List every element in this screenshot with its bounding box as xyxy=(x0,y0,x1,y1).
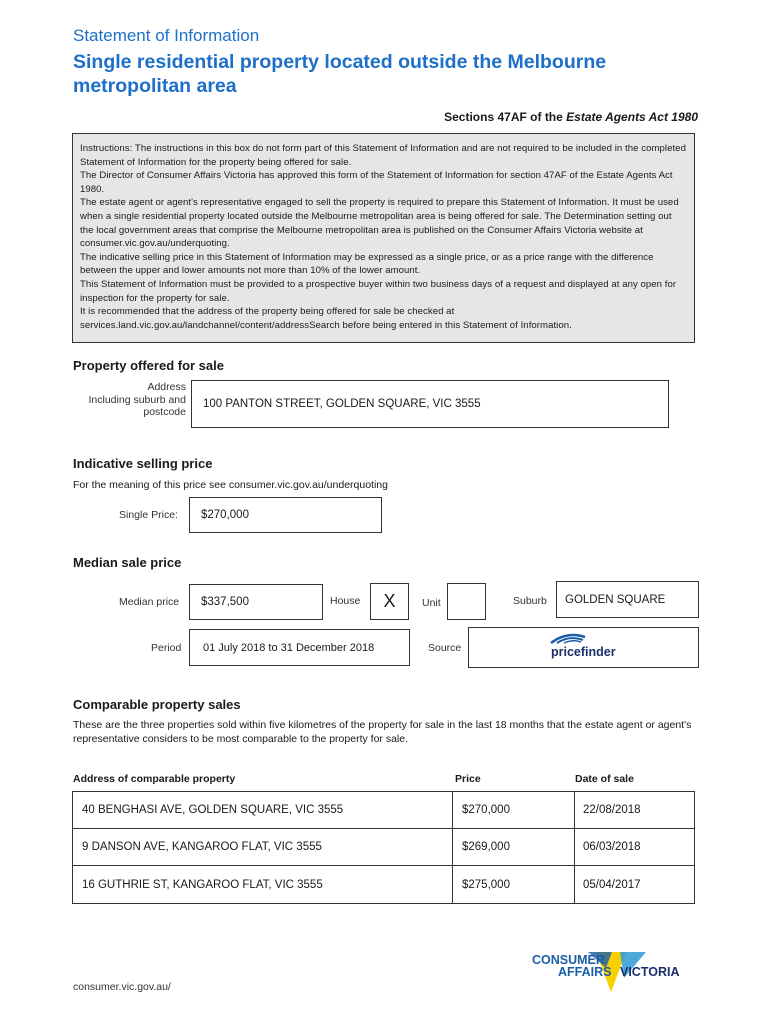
legislation-reference xyxy=(444,110,698,124)
address-field[interactable]: 100 PANTON STREET, GOLDEN SQUARE, VIC 3555 xyxy=(191,380,669,428)
instructions-box xyxy=(72,133,695,343)
comparable-date[interactable]: 22/08/2018 xyxy=(583,804,641,816)
instructions-line: The estate agent or agent's representative engaged to sell the property is required to prepare this Statement of Information. It must be used when a single residential property located outside the Melbourne metropolitan area is being offered for sale. The Determination setting out the local government areas that comprise the Melbourne metropolitan area is published on the Consumer Affairs Victoria website at consumer.vic.gov.au/underquoting. xyxy=(80,197,679,250)
comparable-date[interactable]: 06/03/2018 xyxy=(583,841,641,853)
instructions-line: Instructions: The instructions in this box do not form part of this Statement of Information and are not required to be included in the completed Statement of Information for the property being offered for sale. xyxy=(80,143,686,168)
period-label: Period xyxy=(151,642,182,654)
comparable-table xyxy=(72,791,695,904)
comparable-price[interactable]: $270,000 xyxy=(453,792,575,828)
median-price-label: Median price xyxy=(119,596,180,608)
single-price-field[interactable]: $270,000 xyxy=(189,497,382,533)
address-label-line3: postcode xyxy=(143,406,186,418)
pricefinder-logo-text: pricefinder xyxy=(551,645,616,659)
comparable-date[interactable]: 05/04/2017 xyxy=(583,878,641,891)
comparable-address[interactable]: 16 GUTHRIE ST, KANGAROO FLAT, VIC 3555 xyxy=(73,866,453,903)
suburb-label: Suburb xyxy=(513,595,547,607)
instructions-line: The Director of Consumer Affairs Victoria has approved this form of the Statement of Information for section 47AF of the Estate Agents Act 1980. xyxy=(80,170,673,195)
table-row xyxy=(73,792,694,829)
comparable-address[interactable]: 9 DANSON AVE, KANGAROO FLAT, VIC 3555 xyxy=(73,829,453,865)
address-label-line1: Address xyxy=(147,381,186,393)
median-price-heading: Median sale price xyxy=(73,555,182,570)
address-label-line2: Including suburb and xyxy=(88,393,186,406)
consumer-affairs-victoria-logo xyxy=(528,948,698,1000)
comparable-price[interactable]: $275,000 xyxy=(453,866,575,903)
house-label: House xyxy=(330,595,361,607)
median-price-field[interactable]: $337,500 xyxy=(189,584,323,620)
instructions-line: It is recommended that the address of the property being offered for sale be checked at services.land.vic.gov.au/landchannel/content/addressSearch before being entered in this Statement of Information. xyxy=(80,306,572,331)
legislation-prefix: Sections 47AF of the xyxy=(444,110,567,124)
logo-line-consumer: CONSUMER xyxy=(532,953,605,967)
house-checkbox[interactable]: X xyxy=(370,583,409,620)
comparable-price[interactable]: $269,000 xyxy=(453,829,575,865)
col-header-address: Address of comparable property xyxy=(73,773,236,785)
source-label: Source xyxy=(428,642,462,654)
pricefinder-logo-icon xyxy=(469,628,698,667)
instructions-line: The indicative selling price in this Statement of Information may be expressed as a single price, or as a price range with the difference between the upper and lower amounts not more than 10% of the lower amount. xyxy=(80,251,654,277)
suburb-field[interactable]: GOLDEN SQUARE xyxy=(556,581,699,618)
indicative-price-heading: Indicative selling price xyxy=(73,456,213,471)
consumer-affairs-logo-icon xyxy=(528,948,698,1000)
logo-line-affairs: AFFAIRS xyxy=(558,965,612,979)
source-field[interactable] xyxy=(468,627,699,668)
table-row xyxy=(73,829,694,866)
comparable-address[interactable]: 40 BENGHASI AVE, GOLDEN SQUARE, VIC 3555 xyxy=(73,792,453,828)
indicative-price-note: For the meaning of this price see consumer.vic.gov.au/underquoting xyxy=(73,479,388,491)
unit-label: Unit xyxy=(422,597,441,609)
instructions-line: This Statement of Information must be provided to a prospective buyer within two business days of a request and displayed at any open for inspection for the property for sale. xyxy=(80,278,677,304)
unit-checkbox[interactable] xyxy=(447,583,486,620)
document-subtitle: Statement of Information xyxy=(73,26,260,45)
col-header-date: Date of sale xyxy=(575,773,634,785)
logo-line-victoria: VICTORIA xyxy=(620,965,680,979)
address-label xyxy=(73,381,186,419)
col-header-price: Price xyxy=(455,773,481,785)
document-title: Single residential property located outside the Melbourne metropolitan area xyxy=(73,51,607,97)
property-offered-heading: Property offered for sale xyxy=(73,358,224,373)
period-field[interactable]: 01 July 2018 to 31 December 2018 xyxy=(189,629,410,666)
comparable-description: These are the three properties sold within five kilometres of the property for sale in the last 18 months that the estate agent or agent's representative considers to be most comparable to the property for sale. xyxy=(73,719,692,745)
footer-url: consumer.vic.gov.au/ xyxy=(73,981,171,993)
single-price-label: Single Price: xyxy=(119,509,178,521)
table-row xyxy=(73,866,694,903)
legislation-act: Estate Agents Act 1980 xyxy=(566,110,698,124)
comparable-heading: Comparable property sales xyxy=(73,697,241,712)
